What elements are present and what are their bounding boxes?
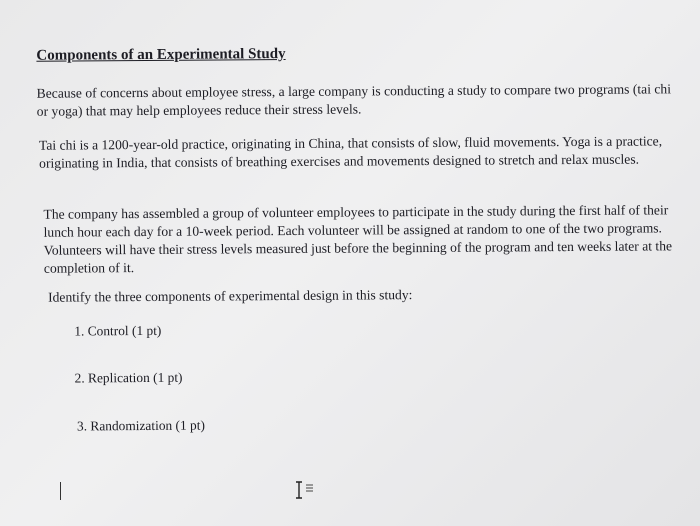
list-item-replication[interactable]: 2. Replication (1 pt) [74,369,183,386]
paragraph-programs: Tai chi is a 1200-year-old practice, originating in China, that consists of slow, fluid movements. Yoga is a practice, originating in India, that consists of breathing exercises and movements designed to stretch and relax muscles. [38,133,663,171]
text-caret [60,482,61,500]
paragraph-design: The company has assembled a group of volunteer employees to participate in the study during the first half of their lunch hour each day for a 10-week period. Each volunteer will be assigned at random to one of the two programs. Volunteers will have their stress levels measured just before the beginning of the program and ten weeks later at the completion of it. [43,202,673,276]
question-prompt: Identify the three components of experimental design in this study: [48,287,413,305]
list-item-control[interactable]: 1. Control (1 pt) [74,322,162,339]
list-item-randomization[interactable]: 3. Randomization (1 pt) [76,417,205,434]
document-title: Components of an Experimental Study [36,46,286,64]
paragraph-intro: Because of concerns about employee stress, a large company is conducting a study to compare two programs (tai chi or yoga) that may help employees reduce their stress levels. [36,81,672,119]
text-cursor-icon [293,480,317,500]
